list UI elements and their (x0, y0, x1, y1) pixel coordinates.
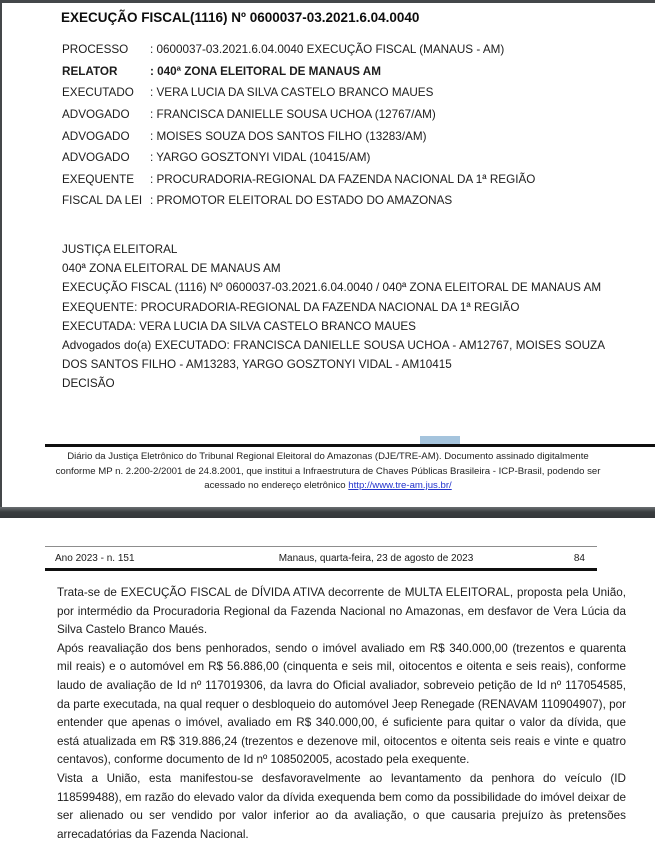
viewer-top-edge (0, 0, 655, 3)
field-label: FISCAL DA LEI (62, 194, 143, 208)
field-row-advogado-2 (62, 125, 535, 147)
court-name: JUSTIÇA ELEITORAL (62, 243, 178, 256)
field-value: : YARGO GOSZTONYI VIDAL (10415/AM) (150, 151, 371, 165)
page2-header (45, 551, 597, 566)
field-label: ADVOGADO (62, 129, 130, 143)
decision-paragraph-2: Após reavaliação dos bens penhorados, sendo o imóvel avaliado em R$ 340.000,00 (trezentos e quarenta mil reais) e o automóvel em R$ 56.886,00 (cinquenta e seis mil, oitocentos e oitenta e seis reais), conforme laudo de avaliação de Id nº 117019306, da lavra do Oficial avaliador, sobreveio petição de Id nº 117054585, da parte executada, na qual requer o desbloqueio do automóvel Jeep Renegade (RENAVAM 110904907), por entender que apenas o imóvel, avaliado em R$ 340.000,00, é suficiente para quitar o valor da dívida, que está atualizada em R$ 319.886,24 (trezentos e dezenove mil, oitocentos e oitenta seis reais e vinte e quatro centavos), conforme documento de Id nº 108502005, acostado pela exequente. (57, 641, 626, 767)
exequente-line: EXEQUENTE: PROCURADORIA-REGIONAL DA FAZENDA NACIONAL DA 1ª REGIÃO (62, 300, 520, 314)
decision-body (57, 584, 626, 844)
field-value: : FRANCISCA DANIELLE SOUSA UCHOA (12767/AM) (150, 108, 436, 122)
case-number-line: EXECUÇÃO FISCAL (1116) Nº 0600037-03.2021.6.04.0040 / 040ª ZONA ELEITORAL DE MANAUS AM (62, 281, 602, 295)
decision-heading: DECISÃO (62, 377, 115, 391)
field-value: : PROCURADORIA-REGIONAL DA FAZENDA NACIONAL DA 1ª REGIÃO (150, 172, 536, 186)
field-row-advogado-3 (62, 147, 535, 169)
case-header-block (62, 240, 605, 394)
field-value: : VERA LUCIA DA SILVA CASTELO BRANCO MAUES (150, 86, 434, 100)
field-row-executado (62, 82, 535, 104)
field-label: ADVOGADO (62, 151, 130, 165)
decision-paragraph-3: Vista a União, esta manifestou-se desfavoravelmente ao levantamento da penhora do veículo (ID 118599488), em razão do elevado valor da dívida exequenda bem como da possibilidade do imóvel deixar de ser alienado ou ser vendido por valor inferior ao da avaliação, o que causaria prejuízo às pretensões arrecadatórias da Fazenda Nacional. (57, 771, 626, 841)
edition-number: Ano 2023 - n. 151 (55, 553, 135, 564)
field-row-fiscal-da-lei (62, 190, 535, 212)
field-row-exequente (62, 169, 535, 191)
executada-line: EXECUTADA: VERA LUCIA DA SILVA CASTELO BRANCO MAUES (62, 319, 416, 333)
advogados-line: Advogados do(a) EXECUTADO: FRANCISCA DANIELLE SOUSA UCHOA - AM12767, MOISES SOUZA DOS SANTOS FILHO - AM13283, YARGO GOSZTONYI VIDAL - AM10415 (62, 339, 605, 372)
page-separator (0, 507, 655, 518)
field-row-relator (62, 61, 535, 83)
field-label: PROCESSO (62, 43, 129, 57)
field-label: EXECUTADO (62, 86, 134, 100)
tre-am-link[interactable]: http://www.tre-am.jus.br/ (348, 480, 452, 492)
document-title: EXECUÇÃO FISCAL(1116) Nº 0600037-03.2021.6.04.0040 (61, 10, 420, 25)
field-value: : 0600037-03.2021.6.04.0040 EXECUÇÃO FISCAL (MANAUS - AM) (150, 43, 505, 57)
decision-paragraph-1: Trata-se de EXECUÇÃO FISCAL de DÍVIDA ATIVA decorrente de MULTA ELEITORAL, proposta pela União, por intermédio da Procuradoria Regional da Fazenda Nacional no Amazonas, em desfavor de Vera Lúcia da Silva Castelo Branco Maués. (57, 586, 626, 637)
page2-header-top-line (45, 546, 597, 547)
viewer-left-edge (0, 0, 2, 517)
field-row-advogado-1 (62, 104, 535, 126)
field-value: : MOISES SOUZA DOS SANTOS FILHO (13283/AM) (150, 129, 427, 143)
page2-header-bottom-line (45, 568, 597, 571)
field-label: RELATOR (62, 64, 118, 78)
process-fields-table (62, 39, 535, 212)
edition-date: Manaus, quarta-feira, 23 de agosto de 2023 (278, 553, 474, 564)
footer-note (48, 450, 608, 494)
field-label: ADVOGADO (62, 108, 130, 122)
field-row-processo (62, 39, 535, 61)
footer-note-text: Diário da Justiça Eletrônico do Tribunal Regional Eleitoral do Amazonas (DJE/TRE-AM). Documento assinado digitalmente conforme MP n. 2.200-2/2001 de 24.8.2001, que institui a Infraestrutura de Chaves Públicas Brasileira - ICP-Brasil, podendo ser acessado no endereço eletrônico (55, 451, 601, 492)
field-label: EXEQUENTE (62, 172, 135, 186)
field-value: : PROMOTOR ELEITORAL DO ESTADO DO AMAZONAS (150, 194, 453, 208)
page-number: 84 (573, 553, 585, 564)
electoral-zone: 040ª ZONA ELEITORAL DE MANAUS AM (62, 262, 281, 276)
footer-divider-line (45, 444, 655, 447)
field-value: : 040ª ZONA ELEITORAL DE MANAUS AM (150, 64, 381, 78)
